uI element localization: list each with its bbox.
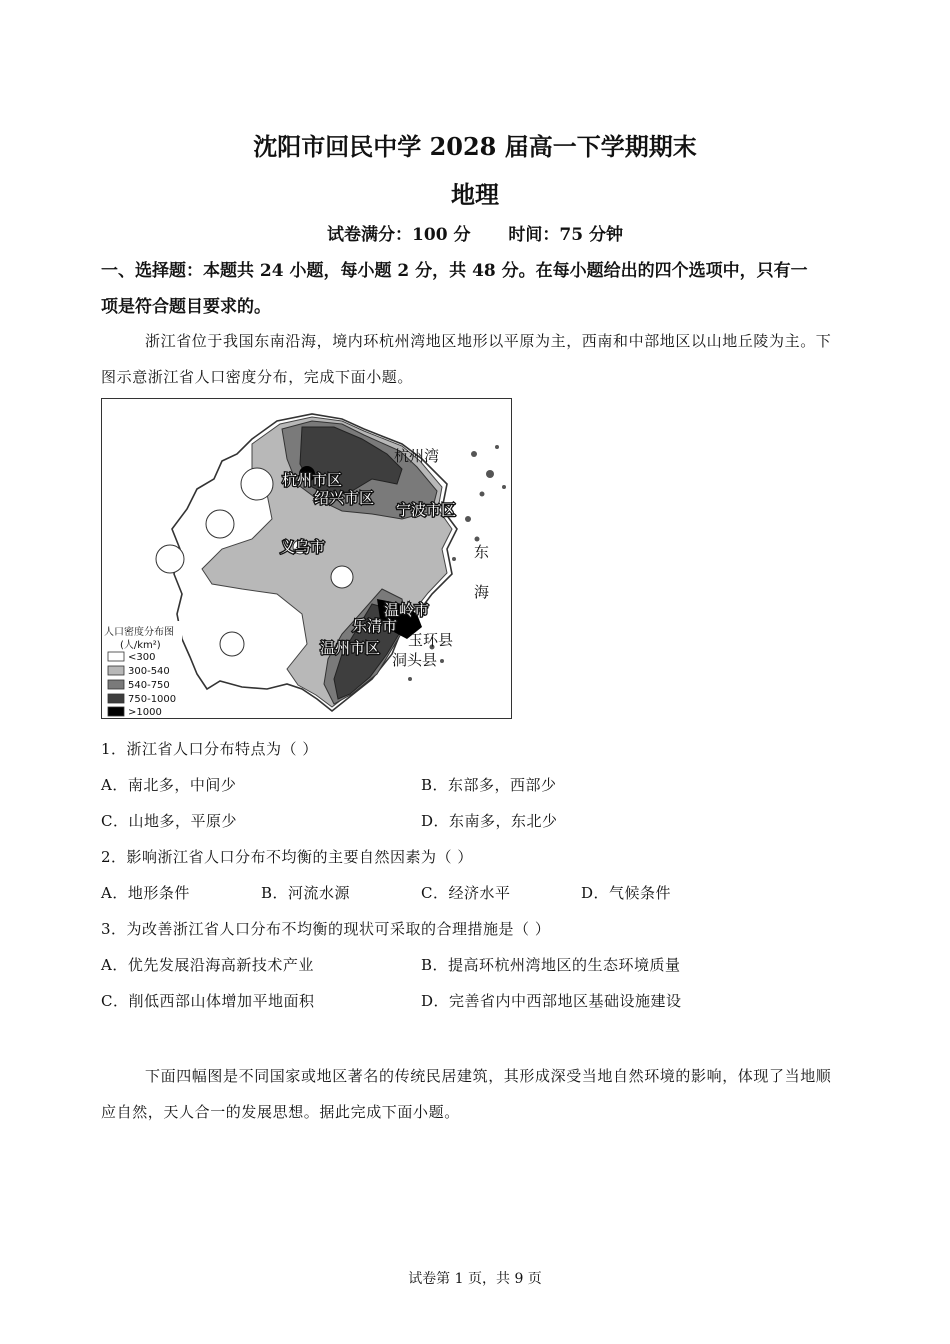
label-yueqing: 乐清市 (352, 617, 398, 635)
question-2-stem: 2．影响浙江省人口分布不均衡的主要自然因素为（ ） (101, 848, 473, 866)
page-footer: 试卷第 1 页，共 9 页 (408, 1271, 542, 1287)
legend-unit: (人/km²) (120, 640, 161, 651)
map-canvas (102, 399, 510, 717)
low-density-circle-3 (156, 545, 184, 573)
legend-swatch-lt300 (108, 652, 124, 661)
legend-label-540-750: 540-750 (128, 680, 170, 691)
legend-title: 人口密度分布图 (104, 627, 174, 638)
question-3-option-c[interactable]: C．削低西部山体增加平地面积 (101, 992, 315, 1010)
exam-meta (0, 220, 950, 245)
question-1-option-b[interactable]: B．东部多，西部少 (421, 776, 557, 794)
low-density-circle-4 (331, 566, 353, 588)
legend-label-lt300: <300 (128, 652, 156, 663)
low-density-circle-5 (220, 632, 244, 656)
section-heading-line1: 一、选择题：本题共 24 小题，每小题 2 分，共 48 分。在每小题给出的四个选项中，只有一 (101, 261, 808, 281)
label-hangzhou-city: 杭州市区 (282, 471, 343, 489)
legend-swatch-750-1000 (108, 694, 124, 703)
question-2-option-d[interactable]: D．气候条件 (581, 884, 672, 902)
legend-swatch-gt1000 (108, 707, 124, 716)
label-dongtou: 洞头县 (392, 651, 438, 669)
low-density-circle-2 (206, 510, 234, 538)
question-3-stem: 3．为改善浙江省人口分布不均衡的现状可采取的合理措施是（ ） (101, 920, 551, 938)
label-east-sea-1: 东 (474, 543, 490, 561)
question-2-option-b[interactable]: B．河流水源 (261, 884, 351, 902)
low-density-circle-1 (241, 468, 273, 500)
question-1-stem: 1．浙江省人口分布特点为（ ） (101, 740, 318, 758)
label-yuhuan: 玉环县 (408, 631, 454, 649)
legend-label-gt1000: >1000 (128, 707, 162, 717)
question-1-option-c[interactable]: C．山地多，平原少 (101, 812, 237, 830)
score-label: 试卷满分：100 分 (327, 225, 471, 245)
question-3-option-b[interactable]: B．提高环杭州湾地区的生态环境质量 (421, 956, 681, 974)
legend-swatch-300-540 (108, 666, 124, 675)
legend-label-300-540: 300-540 (128, 666, 170, 677)
question-1-option-d[interactable]: D．东南多，东北少 (421, 812, 558, 830)
question-3-option-a[interactable]: A．优先发展沿海高新技术产业 (101, 956, 314, 974)
exam-title: 沈阳市回民中学 2028 届高一下学期期末 (253, 132, 697, 161)
legend-label-750-1000: 750-1000 (128, 694, 177, 705)
section-heading-line2: 项是符合题目要求的。 (101, 297, 271, 317)
legend-swatch-540-750 (108, 680, 124, 689)
label-hangzhou-bay: 杭州湾 (394, 447, 440, 465)
question-2-option-c[interactable]: C．经济水平 (421, 884, 511, 902)
label-yiwu: 义乌市 (280, 538, 326, 556)
label-east-sea-2: 海 (474, 583, 490, 601)
question-2-option-a[interactable]: A．地形条件 (101, 884, 190, 902)
intro2-line2: 应自然，天人合一的发展思想。据此完成下面小题。 (101, 1103, 460, 1121)
map-legend (102, 621, 182, 717)
label-shaoxing-city: 绍兴市区 (314, 489, 375, 507)
label-wenzhou-city: 温州市区 (320, 639, 381, 657)
population-density-map (101, 398, 512, 719)
label-wenling: 温岭市 (384, 601, 430, 619)
label-ningbo-city: 宁波市区 (396, 501, 457, 519)
question-3-option-d[interactable]: D．完善省内中西部地区基础设施建设 (421, 992, 682, 1010)
time-label: 时间：75 分钟 (508, 225, 623, 245)
intro2-line1: 下面四幅图是不同国家或地区著名的传统民居建筑，其形成深受当地自然环境的影响，体现了当地顺 (145, 1067, 832, 1085)
question-1-option-a[interactable]: A．南北多，中间少 (101, 776, 237, 794)
subject-title: 地理 (451, 180, 499, 209)
intro-line1: 浙江省位于我国东南沿海，境内环杭州湾地区地形以平原为主，西南和中部地区以山地丘陵为主。下 (145, 332, 832, 350)
intro-line2: 图示意浙江省人口密度分布，完成下面小题。 (101, 368, 414, 386)
